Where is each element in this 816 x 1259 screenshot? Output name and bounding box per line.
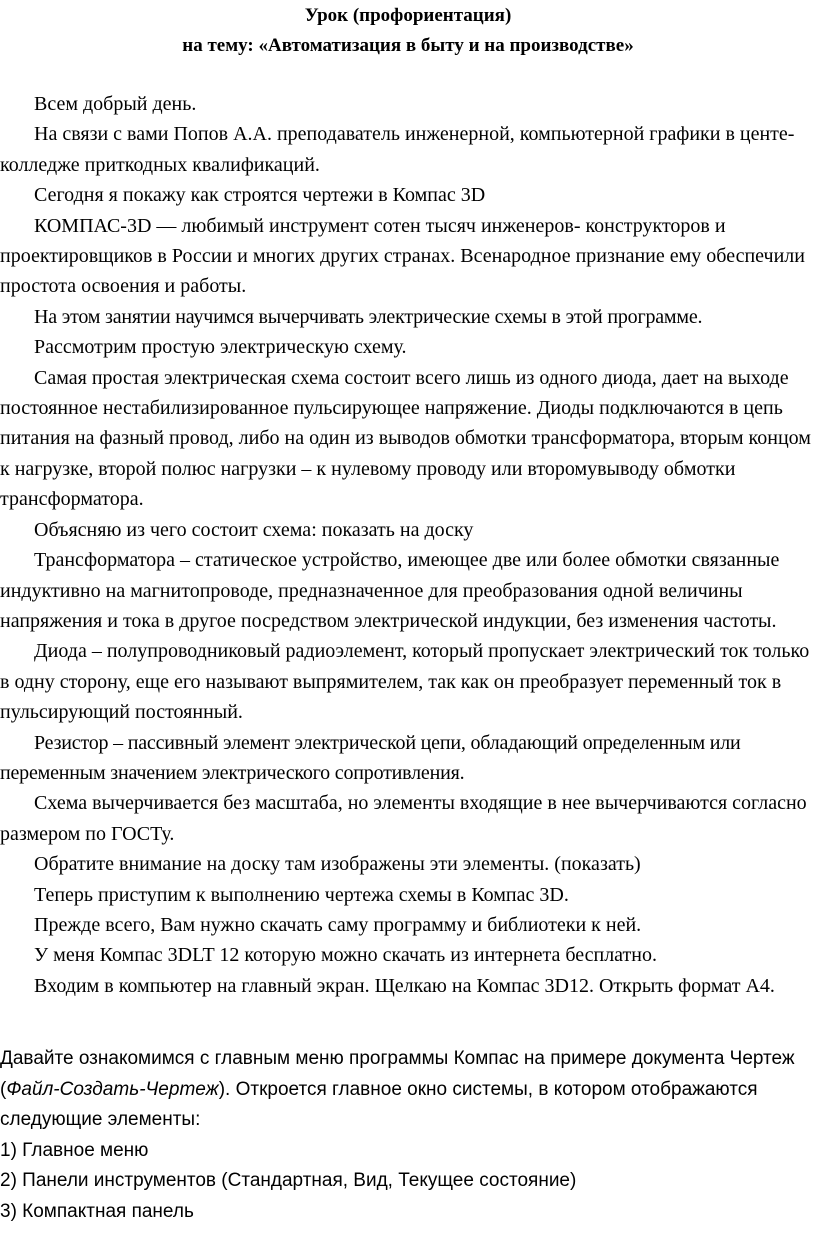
menu-path: Файл-Создать-Чертеж bbox=[6, 1078, 219, 1100]
paragraph: Сегодня я покажу как строятся чертежи в Компас 3D bbox=[34, 184, 486, 207]
menu-intro bbox=[0, 1044, 816, 1136]
paragraph: Теперь приступим к выполнению чертежа схемы в Компас 3D. bbox=[34, 883, 569, 906]
lesson-topic: на тему: «Автоматизация в быту и на производстве» bbox=[182, 35, 634, 56]
paragraph: Прежде всего, Вам нужно скачать саму программу и библиотеки к ней. bbox=[34, 913, 642, 936]
paragraph: Схема вычерчивается без масштаба, но элементы входящие в нее вычерчиваются согласно размером по ГОСТу. bbox=[0, 792, 807, 845]
paragraph: Входим в компьютер на главный экран. Щелкаю на Компас 3D12. Открыть формат А4. bbox=[34, 974, 775, 997]
paragraph: Самая простая электрическая схема состоит всего лишь из одного диода, дает на выходе постоянное нестабилизированное пульсирующее напряжение. Диоды подключаются в цепь питания на фазный провод, либо на один из выводов обмотки трансформатора, вторым концом к нагрузке, второй полюс нагрузки – к нулевому проводу или второмувыводу обмотки трансформатора. bbox=[0, 366, 811, 511]
paragraph: Резистор – пассивный элемент электрической цепи, обладающий определенным или переменным значением электрического сопротивления. bbox=[0, 731, 741, 784]
paragraph: На этом занятии научимся вычерчивать электрические схемы в этой программе. bbox=[34, 305, 703, 328]
list-item: 2) Панели инструментов (Стандартная, Вид, Текущее состояние) bbox=[0, 1170, 577, 1191]
paragraph: Обратите внимание на доску там изображены эти элементы. (показать) bbox=[34, 853, 641, 876]
paragraph: КОМПАС-3D — любимый инструмент сотен тысяч инженеров- конструкторов и проектировщиков в России и многих других странах. Всенародное признание ему обеспечили простота освоения и работы. bbox=[0, 214, 805, 298]
lesson-body bbox=[0, 89, 816, 1001]
paragraph: Рассмотрим простую электрическую схему. bbox=[34, 336, 407, 359]
paragraph: У меня Компас 3DLT 12 которую можно скачать из интернета бесплатно. bbox=[34, 944, 657, 967]
paragraph: Диода – полупроводниковый радиоэлемент, который пропускает электрический ток только в одну сторону, еще его называют выпрямителем, так как он преобразует переменный ток в пульсирующий постоянный. bbox=[0, 640, 810, 724]
lesson-title: Урок (профориентация) bbox=[304, 5, 512, 26]
menu-intro-end: ). Откроется главное окно системы, в котором отображаются следующие элементы: bbox=[0, 1078, 758, 1130]
paragraph: Всем добрый день. bbox=[34, 93, 197, 115]
paragraph: На связи с вами Попов А.А. преподаватель инженерной, компьютерной графики в центе-колледже приткодных квалификаций. bbox=[0, 123, 795, 176]
paragraph: Трансформатора – статическое устройство, имеющее две или более обмотки связанные индуктивно на магнитопроводе, предназначенное для преобразования одной величины напряжения и тока в другое посредством электрической индукции, без изменения частоты. bbox=[0, 549, 780, 632]
menu-intro-start: Давайте ознакомимся с главным меню программы Компас на примере документа Чертеж ( bbox=[0, 1048, 795, 1100]
list-item: 1) Главное меню bbox=[0, 1139, 149, 1161]
list-item: 3) Компактная панель bbox=[0, 1200, 194, 1222]
paragraph: Объясняю из чего состоит схема: показать на доску bbox=[34, 518, 474, 541]
menu-section bbox=[0, 1044, 816, 1227]
